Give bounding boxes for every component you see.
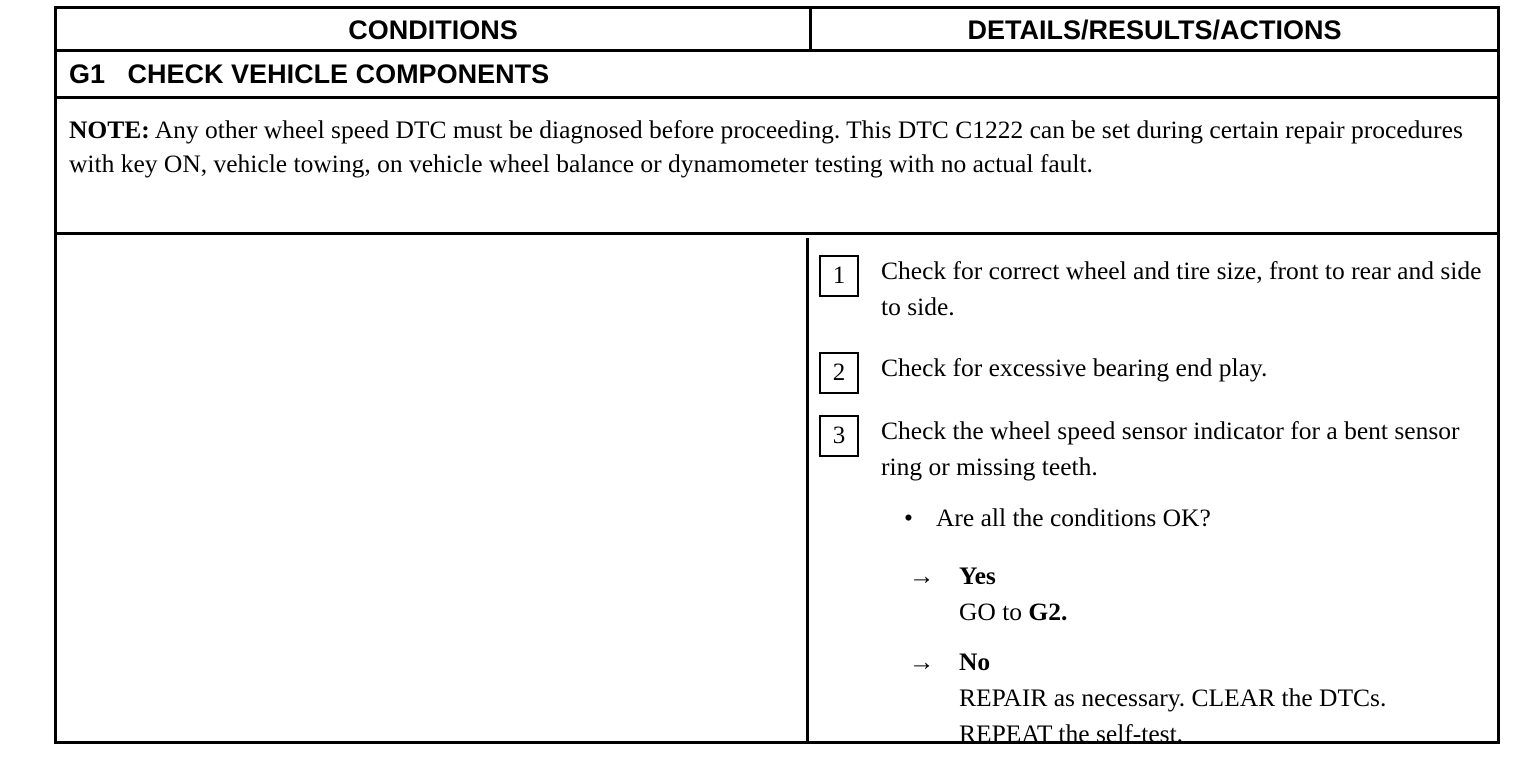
section-title xyxy=(69,52,549,96)
details-header: DETAILS/RESULTS/ACTIONS xyxy=(809,9,1497,49)
note-label: NOTE: xyxy=(69,115,150,144)
diagnostic-table xyxy=(54,6,1500,748)
step-text: Check for excessive bearing end play. xyxy=(881,353,1268,382)
answer-no-label: No xyxy=(959,647,991,676)
step-number-box: 2 xyxy=(819,352,859,394)
action-target: G2. xyxy=(1028,597,1068,626)
answer-no-action xyxy=(959,680,1519,752)
action-line: REPAIR as necessary. CLEAR the DTCs. xyxy=(959,683,1387,712)
step-number-box: 3 xyxy=(819,415,859,457)
table-header xyxy=(57,9,1497,52)
action-line: REPEAT the self-test. xyxy=(959,719,1184,748)
question-text: Are all the conditions OK? xyxy=(936,503,1211,532)
answer-yes-label: Yes xyxy=(959,561,996,590)
section-id: G1 xyxy=(69,59,106,89)
conditions-cell xyxy=(57,238,809,741)
conditions-header: CONDITIONS xyxy=(348,15,518,45)
step-text: Check the wheel speed sensor indicator for a bent sensor ring or missing teeth. xyxy=(881,416,1460,481)
arrow-right-icon: → xyxy=(909,647,935,676)
section-title-row xyxy=(57,52,1497,99)
action-prefix: GO to xyxy=(959,597,1029,626)
answer-yes-action xyxy=(959,594,1519,630)
note-paragraph xyxy=(57,99,1497,235)
step-number-box: 1 xyxy=(819,255,859,297)
note-text: Any other wheel speed DTC must be diagnosed before proceeding. This DTC C1222 can be set during certain repair procedures with key ON, vehicle towing, on vehicle wheel balance or dynamometer testing with no actual fault. xyxy=(69,115,1463,178)
details-cell xyxy=(809,238,1497,748)
arrow-right-icon: → xyxy=(909,561,935,590)
step-text: Check for correct wheel and tire size, front to rear and side to side. xyxy=(881,256,1482,321)
section-name: CHECK VEHICLE COMPONENTS xyxy=(127,59,550,89)
bullet-icon: • xyxy=(904,503,913,532)
